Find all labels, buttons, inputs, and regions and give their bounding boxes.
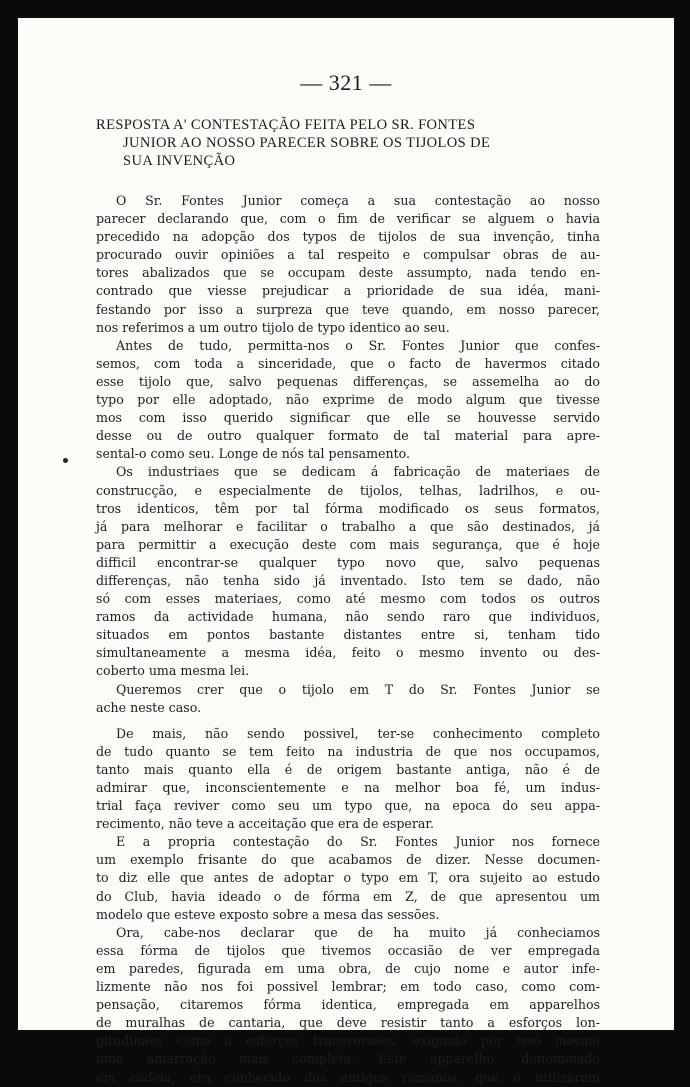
text-line: to diz elle que antes de adoptar o typo em T, ora sujeito ao estudo: [96, 870, 600, 886]
text-line: nos referimos a um outro tijolo de typo identico ao seu.: [96, 319, 450, 335]
book-page: [18, 18, 674, 1085]
text-line: esse tijolo que, salvo pequenas differenças, se assemelha ao do: [96, 373, 600, 389]
text-line: difficil encontrar-se qualquer typo novo que, salvo pequenas: [96, 554, 600, 570]
text-line: essa fórma de tijolos que tivemos occasião de ver empregada: [96, 942, 600, 958]
text-line: procurado ouvir opiniões a tal respeito e compulsar obras de au-: [96, 247, 600, 263]
text-line: pensação, citaremos fórma identica, empregada em apparelhos: [96, 997, 600, 1013]
title-line: JUNIOR AO NOSSO PARECER SOBRE OS TIJOLOS DE: [123, 135, 491, 151]
text-line: de tudo quanto se tem feito na industria de que nos occupamos,: [96, 743, 600, 759]
paragraph: [96, 725, 600, 834]
title-line: SUA INVENÇÃO: [123, 153, 236, 169]
text-line: parecer declarando que, com o fim de verificar se alguem o havia: [96, 211, 600, 227]
text-line: contrado que viesse prejudicar a prioridade de sua idéa, mani-: [96, 283, 600, 299]
text-line: construcção, e especialmente de tijolos, telhas, ladrilhos, e ou-: [96, 482, 600, 498]
text-line: Queremos crer que o tijolo em T do Sr. Fontes Junior se: [116, 681, 600, 697]
paragraph: [96, 192, 600, 337]
text-line: O Sr. Fontes Junior começa a sua contestação ao nosso: [116, 193, 600, 208]
text-line: em paredes, figurada em uma obra, de cujo nome e autor infe-: [96, 960, 600, 976]
paragraph: [96, 924, 600, 1087]
body-text: [96, 192, 600, 1087]
text-line: De mais, não sendo possivel, ter-se conhecimento completo: [116, 725, 600, 741]
title-line: RESPOSTA A' CONTESTAÇÃO FEITA PELO SR. FONTES: [96, 117, 476, 133]
section-title: [96, 116, 596, 170]
text-line: festando por isso a surpreza que teve quando, em nosso parecer,: [96, 301, 600, 317]
text-line: do Club, havia ideado o de fórma em Z, de que apresentou um: [96, 888, 600, 904]
text-line: simultaneamente a mesma idéa, feito o mesmo invento ou des-: [96, 645, 600, 661]
text-line: coberto uma mesma lei.: [96, 663, 250, 679]
text-line: Ora, cabe-nos declarar que de ha muito já conheciamos: [116, 924, 600, 940]
paragraph: [96, 833, 600, 923]
text-line: precedido na adopção dos typos de tijolos de sua invenção, tinha: [96, 229, 600, 245]
text-line: para permittir a execução deste com mais segurança, que é hoje: [96, 536, 600, 552]
text-line: modelo que esteve exposto sobre a mesa das sessões.: [96, 906, 440, 922]
text-line: trial faça reviver como seu um typo que, na epoca do seu appa-: [96, 798, 600, 814]
text-line: uma amarração mais completa. Este apparelho, denominado: [96, 1051, 600, 1067]
text-line: gitudinaes como a esforços transversaes, exigindo por isso mesmo: [96, 1033, 600, 1049]
text-line: E a propria contestação do Sr. Fontes Junior nos fornece: [116, 834, 600, 850]
paragraph: [96, 463, 600, 680]
text-line: [96, 1069, 600, 1087]
text-line: lizmente não nos foi possivel lembrar; em todo caso, como com-: [96, 979, 600, 995]
text-line-rest: , era conhecido dos antigos romanos, que o utilizaram: [171, 1069, 600, 1085]
text-line: só com esses materiaes, como até mesmo com todos os outros: [96, 591, 600, 607]
text-line: Os industriaes que se dedicam á fabricação de materiaes de: [116, 464, 600, 480]
text-line: sental-o como seu. Longe de nós tal pensamento.: [96, 446, 411, 462]
text-line: admirar que, inconscientemente e na melhor boa fé, um indus-: [96, 780, 600, 795]
text-line: tanto mais quanto ella é de origem bastante antiga, não é de: [96, 761, 600, 777]
text-line: typo por elle adoptado, não exprime de modo algum que tivesse: [96, 392, 600, 408]
text-line: de muralhas de cantaria, que deve resistir tanto a esforços lon-: [96, 1015, 600, 1031]
page-number: — 321 —: [300, 70, 392, 95]
text-line: tros identicos, têm por tal fórma modificado os seus formatos,: [96, 500, 600, 516]
text-line: semos, com toda a sinceridade, que o facto de havermos citado: [96, 355, 600, 371]
text-line: já para melhorar e facilitar o trabalho a que são destinados, já: [96, 518, 600, 534]
text-line: mos com isso querido significar que elle se houvesse servido: [96, 410, 600, 426]
text-line: ache neste caso.: [96, 699, 202, 715]
text-line: tores abalizados que se occupam deste assumpto, nada tendo en-: [96, 265, 600, 281]
text-line: um exemplo frisante do que acabamos de dizer. Nesse documen-: [96, 852, 600, 868]
margin-dot: [63, 458, 68, 463]
text-line: desse ou de outro qualquer formato de tal material para apre-: [96, 428, 600, 444]
text-line: situados em pontos bastante distantes entre si, tenham tido: [96, 627, 600, 643]
text-line: recimento, não teve a acceitação que era de esperar.: [96, 816, 435, 832]
text-line: differenças, não tenha sido já inventado. Isto tem se dado, não: [96, 572, 600, 588]
text-line: ramos da actividade humana, não sendo raro que individuos,: [96, 609, 600, 625]
italic-term: em cadeia: [96, 1069, 172, 1085]
text-line: Antes de tudo, permitta-nos o Sr. Fontes Junior que confes-: [116, 337, 600, 353]
paragraph: [96, 681, 600, 717]
paragraph: [96, 337, 600, 464]
